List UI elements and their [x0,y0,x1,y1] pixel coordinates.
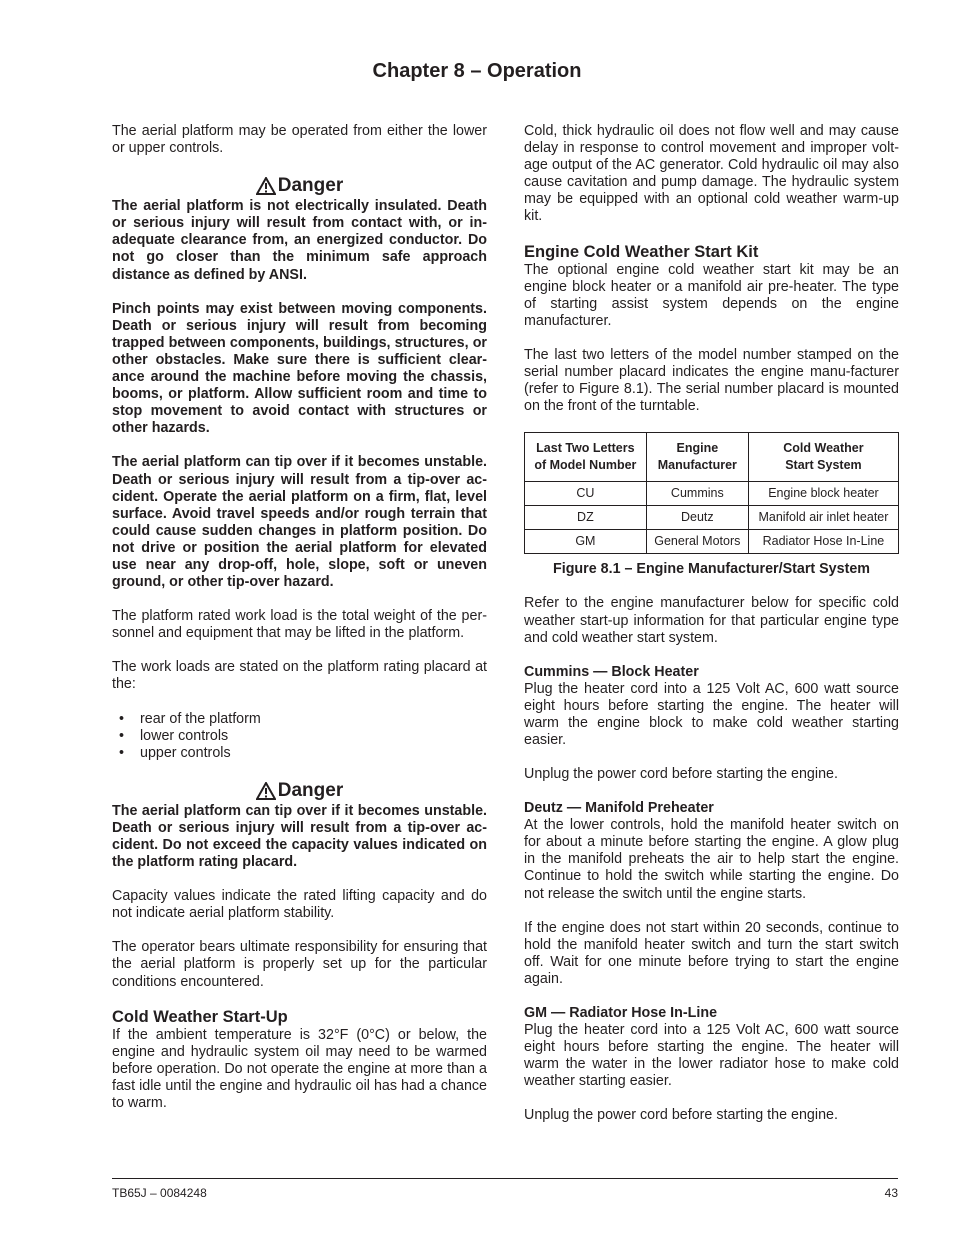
danger-heading-label: Danger [277,175,344,197]
table-cell: GM [525,530,647,554]
danger-heading [112,174,487,198]
operator-paragraph: The operator bears ultimate responsibility for ensuring that the aerial platform is properly set up for the particular conditions encountered. [112,939,487,990]
table-cell: Radiator Hose In-Line [748,530,898,554]
capacity-paragraph: Capacity values indicate the rated lifting capacity and do not indicate aerial platform stability. [112,888,487,922]
page-title: Chapter 8 – Operation [372,60,582,82]
model-number-paragraph: The last two letters of the model number stamped on the serial number placard indicates the engine manu-facturer (refer to Figure 8.1). The serial number placard is mounted on the front of the turntable. [524,346,899,415]
danger-heading-label: Danger [277,779,344,801]
table-cell: Manifold air inlet heater [748,506,898,530]
table-cell: Deutz [646,506,748,530]
table-header-row [525,433,899,482]
work-loads-paragraph: The work loads are stated on the platform rating placard at the: [112,659,487,693]
column-header: Last Two Letters of Model Number [525,433,647,482]
deutz-paragraph: At the lower controls, hold the manifold heater switch on for about a minute before starting the engine. A glow plug in the manifold preheats the air to help start the engine. Continue to hold the switch while starting the engine. Do not release the switch until the engine starts. [524,817,899,902]
figure-caption: Figure 8.1 – Engine Manufacturer/Start System [552,561,870,578]
danger-capacity-text: The aerial platform can tip over if it becomes unstable. Death or serious injury will result from a tip-over ac-cident. Do not exceed the capacity values indicated on the platform rating placard. [112,802,487,871]
gm-heading: GM — Radiator Hose In-Line [524,1005,718,1021]
table-cell: Cummins [646,482,748,506]
placard-locations-list [112,711,487,762]
cold-weather-heading: Cold Weather Start-Up [112,1007,288,1026]
start-kit-heading: Engine Cold Weather Start Kit [524,242,759,261]
table-cell: DZ [525,506,647,530]
left-column [112,123,487,1129]
gm-unplug-paragraph: Unplug the power cord before starting the engine. [524,1107,838,1124]
deutz-retry-paragraph: If the engine does not start within 20 seconds, continue to hold the manifold heater switch and turn the start switch off. Wait for one minute before trying to start the engine again. [524,919,899,987]
table-row [525,482,899,506]
table-row [525,506,899,530]
rated-load-paragraph: The platform rated work load is the total weight of the per-sonnel and equipment that may be lifted in the platform. [112,608,487,642]
table-cell: General Motors [646,530,748,554]
danger-tipover-text: The aerial platform can tip over if it becomes unstable. Death or serious injury will result from a tip-over ac-cident. Operate the aerial platform on a firm, flat, level surface. Avoid travel speeds and/or rough terrain that could cause sudden changes in platform position. Do not drive or position the aerial platform for elevated use near any drop-off, hole, slope, soft or uneven ground, or other tip-over hazard. [112,454,487,591]
cummins-paragraph: Plug the heater cord into a 125 Volt AC, 600 watt source eight hours before starting the engine. The heater will warm the engine block to make cold weather starting easier. [524,680,899,748]
deutz-heading: Deutz — Manifold Preheater [524,800,714,817]
danger-electrical-text: The aerial platform is not electrically insulated. Death or serious injury will result from contact with, or in-adequate clearance from, an energized conductor. Do not go closer than the minimum safe approach distance as defined by ANSI. [112,198,487,283]
warning-triangle-icon [256,782,276,800]
hydraulic-oil-paragraph: Cold, thick hydraulic oil does not flow well and may cause delay in response to control movement and improper volt-age output of the AC generator. Cold hydraulic oil may also cause cavitation and pump damage. The hydraulic system may be equipped with an optional cold weather warm-up kit. [524,123,899,225]
document-id: TB65J – 0084248 [112,1186,207,1200]
danger-heading [112,779,487,803]
danger-pinch-text: Pinch points may exist between moving components. Death or serious injury will result from becoming trapped between components, buildings, structures, or other obstacles. Make sure there is sufficient clear-ance around the machine before moving the chassis, booms, or platform. Allow sufficient room and time to stop movement to avoid contact with structures or other hazards. [112,300,487,437]
intro-paragraph: The aerial platform may be operated from either the lower or upper controls. [112,123,487,157]
list-item: • lower controls [112,728,487,745]
gm-paragraph: Plug the heater cord into a 125 Volt AC, 600 watt source eight hours before starting the engine. The heater will warm the water in the lower radiator hose to make cold weather starting easier. [524,1022,899,1090]
list-item: • rear of the platform [112,711,487,728]
right-column [524,123,899,1141]
warning-triangle-icon [256,177,276,195]
refer-paragraph: Refer to the engine manufacturer below for specific cold weather start-up information for that particular engine type and cold weather start system. [524,595,899,646]
column-header: Engine Manufacturer [646,433,748,482]
cummins-heading: Cummins — Block Heater [524,663,699,680]
column-header: Cold Weather Start System [748,433,898,482]
table-row [525,530,899,554]
engine-manufacturer-table [524,432,899,554]
list-item: • upper controls [112,745,487,762]
page-number: 43 [884,1186,898,1200]
table-cell: Engine block heater [748,482,898,506]
start-kit-paragraph: The optional engine cold weather start kit may be an engine block heater or a manifold air pre-heater. The type of starting assist system depends on the engine manufacturer. [524,261,899,329]
cummins-unplug-paragraph: Unplug the power cord before starting the engine. [524,766,838,783]
cold-weather-paragraph: If the ambient temperature is 32°F (0°C) or below, the engine and hydraulic system oil may need to be warmed before operation. Do not operate the engine at more than a fast idle until the engine and hydraulic oil has had a chance to warm. [112,1026,487,1112]
table-cell: CU [525,482,647,506]
footer-divider [112,1178,898,1179]
